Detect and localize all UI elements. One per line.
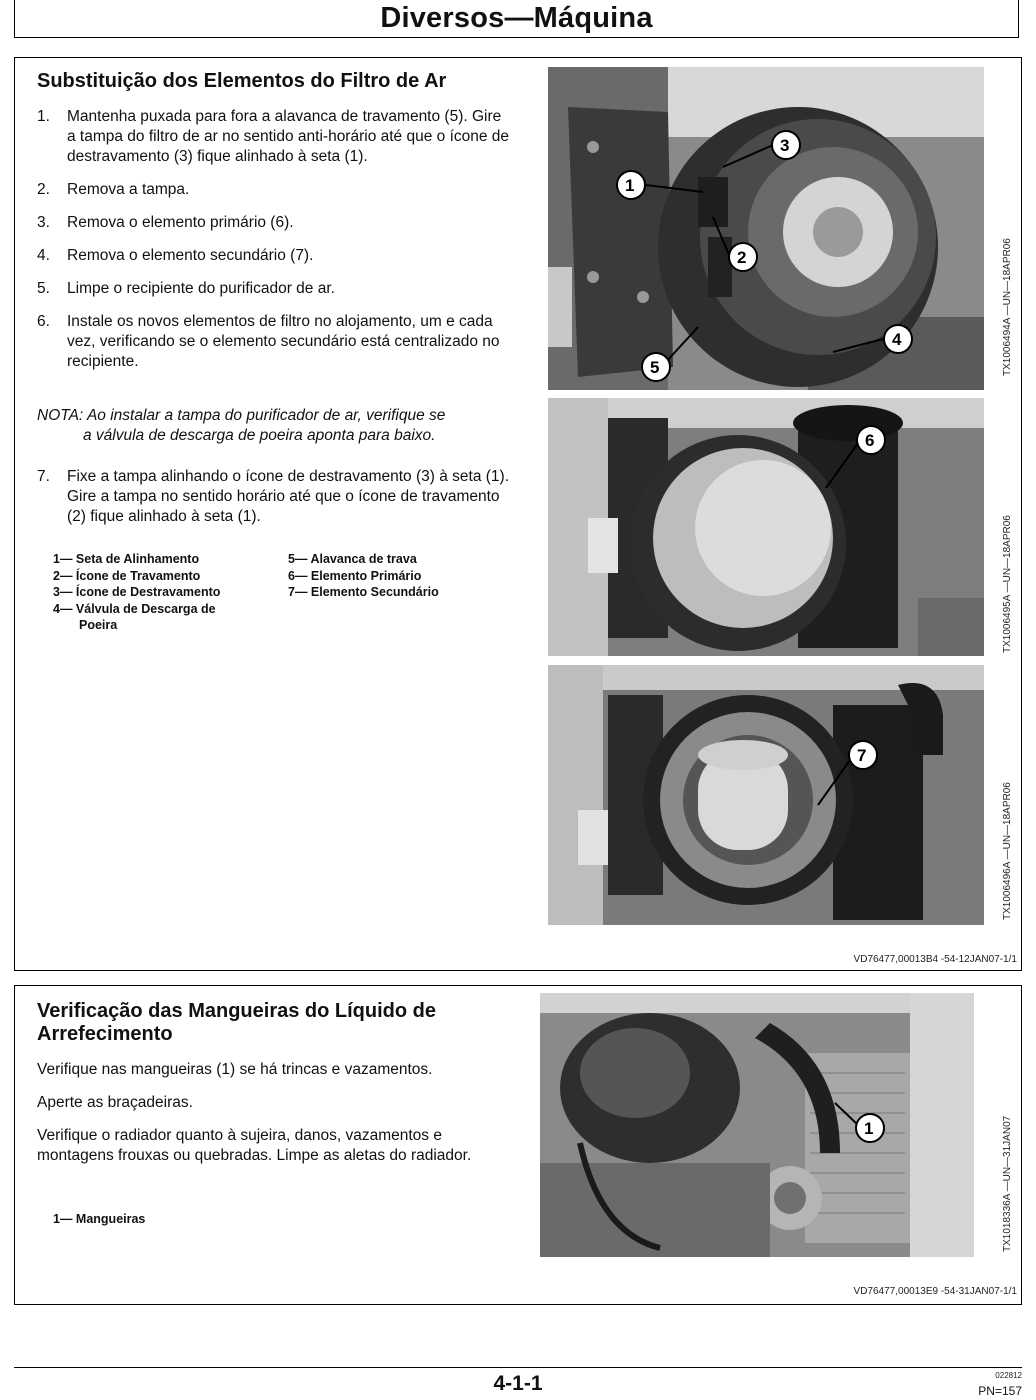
svg-text:1: 1 xyxy=(864,1119,874,1138)
step-item: 3. Remova o elemento primário (6). xyxy=(37,214,294,231)
step-item: 5. Limpe o recipiente do purificador de ar. xyxy=(37,280,335,297)
step-item: 2. Remova a tampa. xyxy=(37,181,190,198)
photo-code-3: TX1006496A —UN—18APR06 xyxy=(1002,782,1013,920)
svg-text:1: 1 xyxy=(625,176,635,195)
photo-coolant-hoses xyxy=(540,993,974,1257)
page-title: Diversos—Máquina xyxy=(380,2,653,34)
photo-air-cleaner-cover xyxy=(548,67,984,390)
svg-text:2: 2 xyxy=(737,248,747,267)
svg-text:5: 5 xyxy=(650,358,660,377)
section-title-air-filter: Substituição dos Elementos do Filtro de Ar xyxy=(37,70,447,92)
steps-list-cont xyxy=(37,467,513,540)
legend-left: 1— Seta de Alinhamento 2— Ícone de Travamento 3— Ícone de Destravamento 4— Válvula de Descarga de Poeira xyxy=(53,552,221,632)
footer-code: 022812 xyxy=(995,1371,1022,1380)
svg-text:4: 4 xyxy=(892,330,902,349)
page-number: 4-1-1 xyxy=(493,1372,543,1395)
photo-code-4: TX1018336A —UN—31JAN07 xyxy=(1002,1115,1013,1252)
step-item: 7. Fixe a tampa alinhando o ícone de destravamento (3) à seta (1). Gire a tampa no sentido horário até que o ícone de travamento (2) fique alinhado à seta (1). xyxy=(37,468,509,525)
note-text: NOTA: Ao instalar a tampa do purificador de ar, verifique se a válvula de descarga de poeira aponta para baixo. xyxy=(37,407,446,444)
paragraph: Aperte as braçadeiras. xyxy=(37,1094,193,1111)
svg-text:3: 3 xyxy=(780,136,790,155)
paragraph: Verifique nas mangueiras (1) se há trincas e vazamentos. xyxy=(37,1061,433,1078)
paragraph: Verifique o radiador quanto à sujeira, danos, vazamentos e montagens frouxas ou quebradas. Limpe as aletas do radiador. xyxy=(37,1127,472,1164)
photo-secondary-element xyxy=(548,665,984,925)
svg-text:6: 6 xyxy=(865,431,875,450)
svg-text:7: 7 xyxy=(857,746,867,765)
step-item: 1. Mantenha puxada para fora a alavanca de travamento (5). Gire a tampa do filtro de ar no sentido anti-horário até que o ícone de destravamento (3) fique alinhado à seta (1). xyxy=(37,108,510,165)
steps-list xyxy=(37,107,513,385)
photo-primary-element xyxy=(548,398,984,656)
reference-code: VD76477,00013B4 -54-12JAN07-1/1 xyxy=(853,954,1017,965)
step-item: 6. Instale os novos elementos de filtro no alojamento, um e cada vez, verificando se o elemento secundário está centralizado no recipiente. xyxy=(37,313,500,370)
photo-code-2: TX1006495A —UN—18APR06 xyxy=(1002,515,1013,653)
step-item: 4. Remova o elemento secundário (7). xyxy=(37,247,314,264)
air-filter-section xyxy=(14,57,1022,971)
photo-code-1: TX1006494A —UN—18APR06 xyxy=(1002,238,1013,376)
coolant-hoses-section xyxy=(14,985,1022,1305)
footer-divider xyxy=(14,1367,1022,1368)
legend-hoses: 1— Mangueiras xyxy=(53,1212,146,1226)
pn-number: PN=157 xyxy=(978,1384,1022,1398)
section-title-coolant: Verificação das Mangueiras do Líquido de Arrefecimento xyxy=(37,1000,436,1045)
reference-code: VD76477,00013E9 -54-31JAN07-1/1 xyxy=(853,1286,1017,1297)
legend-right: 5— Alavanca de trava 6— Elemento Primário 7— Elemento Secundário xyxy=(288,552,439,599)
page-header xyxy=(14,0,1019,38)
